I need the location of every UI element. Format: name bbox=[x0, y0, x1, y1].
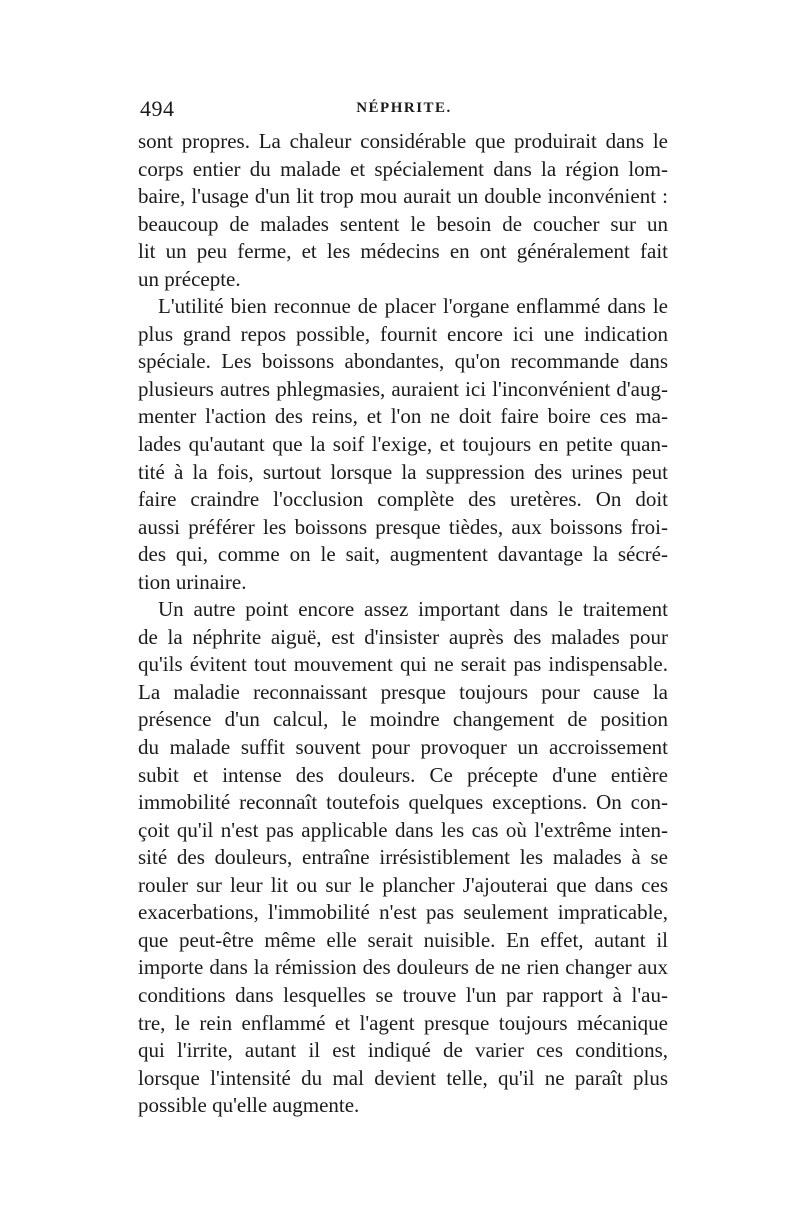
text-line: plus grand repos possible, fournit encore ici une indication bbox=[138, 321, 668, 346]
text-line: qu'ils évitent tout mouvement qui ne serait pas indispensable. bbox=[138, 652, 668, 677]
running-head: NÉPHRITE. bbox=[356, 100, 452, 116]
page-header bbox=[140, 96, 668, 126]
text-line: La maladie reconnaissant presque toujours pour cause la bbox=[138, 679, 668, 704]
text-line: tité à la fois, surtout lorsque la suppression des urines peut bbox=[138, 459, 668, 484]
body-text bbox=[138, 128, 668, 1120]
text-line: Un autre point encore assez important dans le traitement bbox=[158, 597, 668, 622]
text-line: exacerbations, l'immobilité n'est pas seulement impraticable, bbox=[138, 900, 668, 925]
text-line: de la néphrite aiguë, est d'insister auprès des malades pour bbox=[138, 624, 668, 649]
text-line: lit un peu ferme, et les médecins en ont généralement fait bbox=[138, 239, 668, 264]
text-line: sité des douleurs, entraîne irrésistiblement les malades à se bbox=[138, 845, 668, 870]
text-line: spéciale. Les boissons abondantes, qu'on recommande dans bbox=[138, 349, 668, 374]
text-line: menter l'action des reins, et l'on ne doit faire boire ces ma- bbox=[138, 404, 668, 429]
text-line: sont propres. La chaleur considérable que produirait dans le bbox=[138, 129, 668, 153]
text-line: tre, le rein enflammé et l'agent presque toujours mécanique bbox=[138, 1010, 668, 1035]
text-line: que peut-être même elle serait nuisible. En effet, autant il bbox=[138, 927, 668, 952]
page-number: 494 bbox=[140, 96, 175, 121]
text-line: un précepte. bbox=[138, 266, 241, 291]
text-line: plusieurs autres phlegmasies, auraient ici l'inconvénient d'aug- bbox=[138, 376, 668, 401]
text-line: çoit qu'il n'est pas applicable dans les cas où l'extrême inten- bbox=[138, 817, 668, 842]
text-line: rouler sur leur lit ou sur le plancher J'ajouterai que dans ces bbox=[138, 872, 668, 897]
text-line: lorsque l'intensité du mal devient telle, qu'il ne paraît plus bbox=[138, 1065, 668, 1090]
text-line: du malade suffit souvent pour provoquer un accroissement bbox=[138, 735, 668, 760]
text-line: corps entier du malade et spécialement dans la région lom- bbox=[138, 156, 668, 181]
text-line: possible qu'elle augmente. bbox=[138, 1093, 360, 1118]
text-line: baire, l'usage d'un lit trop mou aurait un double inconvénient : bbox=[138, 184, 668, 209]
text-line: subit et intense des douleurs. Ce précepte d'une entière bbox=[138, 762, 668, 787]
text-line: importe dans la rémission des douleurs de ne rien changer aux bbox=[138, 955, 668, 980]
text-line: beaucoup de malades sentent le besoin de coucher sur un bbox=[138, 211, 668, 236]
text-line: L'utilité bien reconnue de placer l'organe enflammé dans le bbox=[158, 294, 668, 319]
text-line: lades qu'autant que la soif l'exige, et toujours en petite quan- bbox=[138, 432, 668, 457]
text-line: des qui, comme on le sait, augmentent davantage la sécré- bbox=[138, 542, 668, 567]
text-line: aussi préférer les boissons presque tièdes, aux boissons froi- bbox=[138, 514, 668, 539]
text-line: immobilité reconnaît toutefois quelques exceptions. On con- bbox=[138, 790, 668, 815]
text-line: conditions dans lesquelles se trouve l'un par rapport à l'au- bbox=[138, 982, 668, 1007]
text-line: présence d'un calcul, le moindre changement de position bbox=[138, 707, 668, 732]
text-line: qui l'irrite, autant il est indiqué de varier ces conditions, bbox=[138, 1038, 668, 1063]
text-line: tion urinaire. bbox=[138, 569, 247, 594]
text-line: faire craindre l'occlusion complète des uretères. On doit bbox=[138, 487, 668, 512]
